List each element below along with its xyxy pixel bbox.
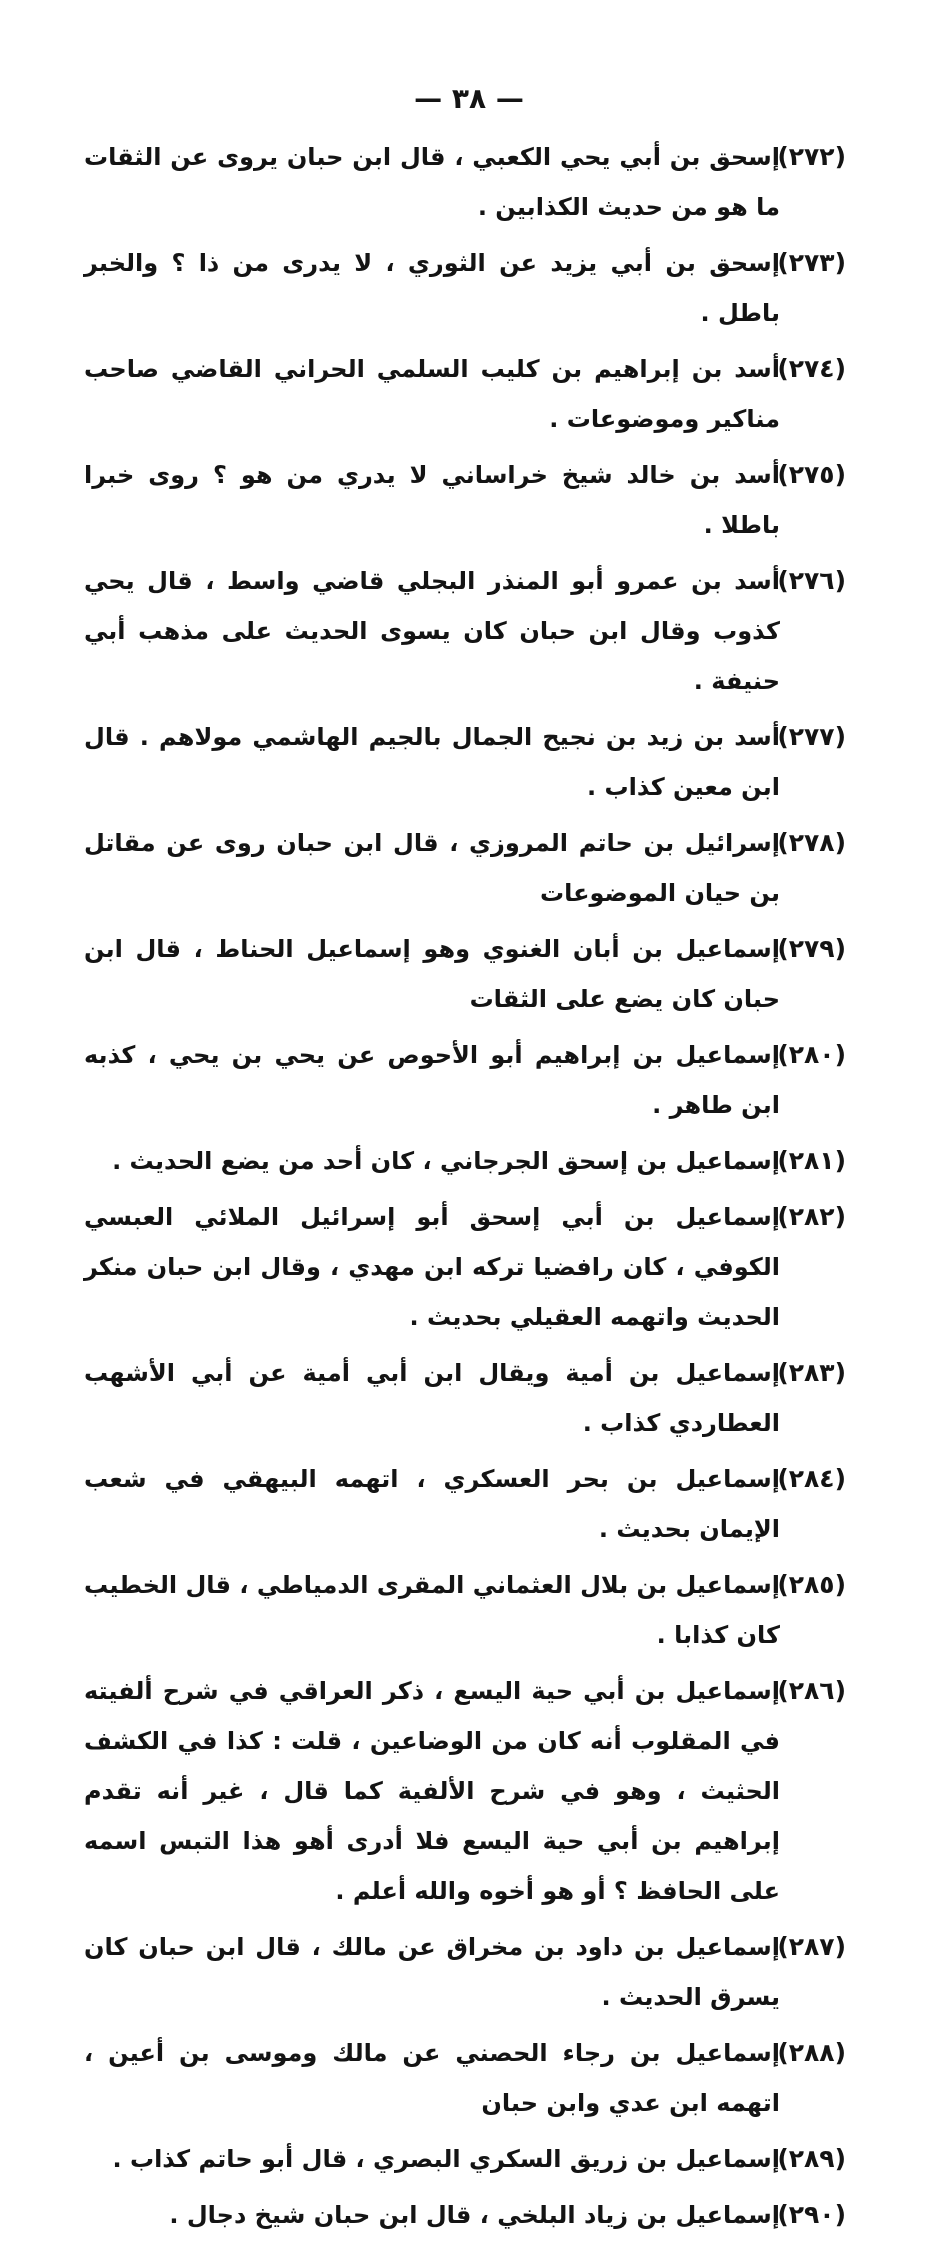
entry-text: إسماعيل بن زياد البلخي ، قال ابن حبان شيخ دجال . [169,2201,780,2229]
entry-285 [84,1560,846,1660]
entry-272 [84,132,846,232]
entry-text: إسماعيل بن داود بن مخراق عن مالك ، قال ابن حبان كان يسرق الحديث . [84,1933,780,2011]
entry-275 [84,450,846,550]
entry-number: (٢٨٢) [777,1202,846,1231]
entry-text: إسماعيل بن بلال العثماني المقرى الدمياطي ، قال الخطيب كان كذابا . [84,1571,780,1649]
entry-289 [84,2134,846,2184]
entry-number: (٢٧٩) [777,934,846,963]
entry-text: إسحق بن أبي يحي الكعبي ، قال ابن حبان يروى عن الثقات ما هو من حديث الكذابين . [84,143,780,221]
entry-286 [84,1666,846,1916]
entry-number: (٢٨٨) [777,2038,846,2067]
entry-text: إسماعيل بن إبراهيم أبو الأحوص عن يحي بن يحي ، كذبه ابن طاهر . [84,1041,780,1119]
entry-number: (٢٨٧) [777,1932,846,1961]
entry-text: إسماعيل بن رجاء الحصني عن مالك وموسى بن أعين ، اتهمه ابن عدي وابن حبان [84,2039,780,2117]
entry-281 [84,1136,846,1186]
entry-279 [84,924,846,1024]
entry-number: (٢٧٦) [777,566,846,595]
entry-284 [84,1454,846,1554]
entry-number: (٢٨١) [777,1146,846,1175]
entry-text: إسماعيل بن زريق السكري البصري ، قال أبو حاتم كذاب . [112,2145,780,2173]
entry-273 [84,238,846,338]
entry-text: أسد بن إبراهيم بن كليب السلمي الحراني القاضي صاحب مناكير وموضوعات . [84,355,780,433]
entry-text: إسرائيل بن حاتم المروزي ، قال ابن حبان روى عن مقاتل بن حيان الموضوعات [84,829,780,907]
page-number: — ٣٨ — [414,82,524,115]
entry-number: (٢٨٤) [777,1464,846,1493]
entry-number: (٢٨٦) [777,1676,846,1705]
entry-282 [84,1192,846,1342]
entry-288 [84,2028,846,2128]
entry-number: (٢٩٠) [777,2200,846,2229]
entry-text: إسماعيل بن أبي حية اليسع ، ذكر العراقي في شرح ألفيته في المقلوب أنه كان من الوضاعين ، قلت : كذا في الكشف الحثيث ، وهو في شرح الألفية كما قال ، غير أنه تقدم إبراهيم بن أبي حية اليسع فلا أدرى أهو هذا التبس اسمه على الحافظ ؟ أو هو أخوه والله أعلم . [84,1677,780,1905]
entry-number: (٢٧٣) [777,248,846,277]
entry-number: (٢٧٨) [777,828,846,857]
entry-274 [84,344,846,444]
entry-290 [84,2190,846,2240]
entry-283 [84,1348,846,1448]
entry-277 [84,712,846,812]
entry-number: (٢٧٤) [777,354,846,383]
entry-number: (٢٨٣) [777,1358,846,1387]
entry-text: أسد بن خالد شيخ خراساني لا يدري من هو ؟ روى خبرا باطلا . [84,461,780,539]
entry-text: إسحق بن أبي يزيد عن الثوري ، لا يدرى من ذا ؟ والخبر باطل . [84,249,780,327]
entry-text: أسد بن عمرو أبو المنذر البجلي قاضي واسط ، قال يحي كذوب وقال ابن حبان كان يسوى الحديث على مذهب أبي حنيفة . [84,567,780,695]
entry-number: (٢٧٧) [777,722,846,751]
entry-278 [84,818,846,918]
entry-text: إسماعيل بن أمية ويقال ابن أبي أمية عن أبي الأشهب العطاردي كذاب . [84,1359,780,1437]
entry-number: (٢٨٩) [777,2144,846,2173]
entry-number: (٢٧٢) [777,142,846,171]
entry-text: أسد بن زيد بن نجيح الجمال بالجيم الهاشمي مولاهم . قال ابن معين كذاب . [84,723,780,801]
entry-text: إسماعيل بن بحر العسكري ، اتهمه البيهقي في شعب الإيمان بحديث . [84,1465,780,1543]
entry-287 [84,1922,846,2022]
entry-276 [84,556,846,706]
entry-text: إسماعيل بن أبان الغنوي وهو إسماعيل الحناط ، قال ابن حبان كان يضع على الثقات [84,935,780,1013]
entry-number: (٢٧٥) [777,460,846,489]
entry-text: إسماعيل بن أبي إسحق أبو إسرائيل الملائي العبسي الكوفي ، كان رافضيا تركه ابن مهدي ، وقال ابن حبان منكر الحديث واتهمه العقيلي بحديث . [84,1203,780,1331]
entry-text: إسماعيل بن إسحق الجرجاني ، كان أحد من يضع الحديث . [112,1147,780,1175]
entry-list [84,132,846,2246]
entry-280 [84,1030,846,1130]
entry-number: (٢٨٥) [777,1570,846,1599]
entry-number: (٢٨٠) [777,1040,846,1069]
